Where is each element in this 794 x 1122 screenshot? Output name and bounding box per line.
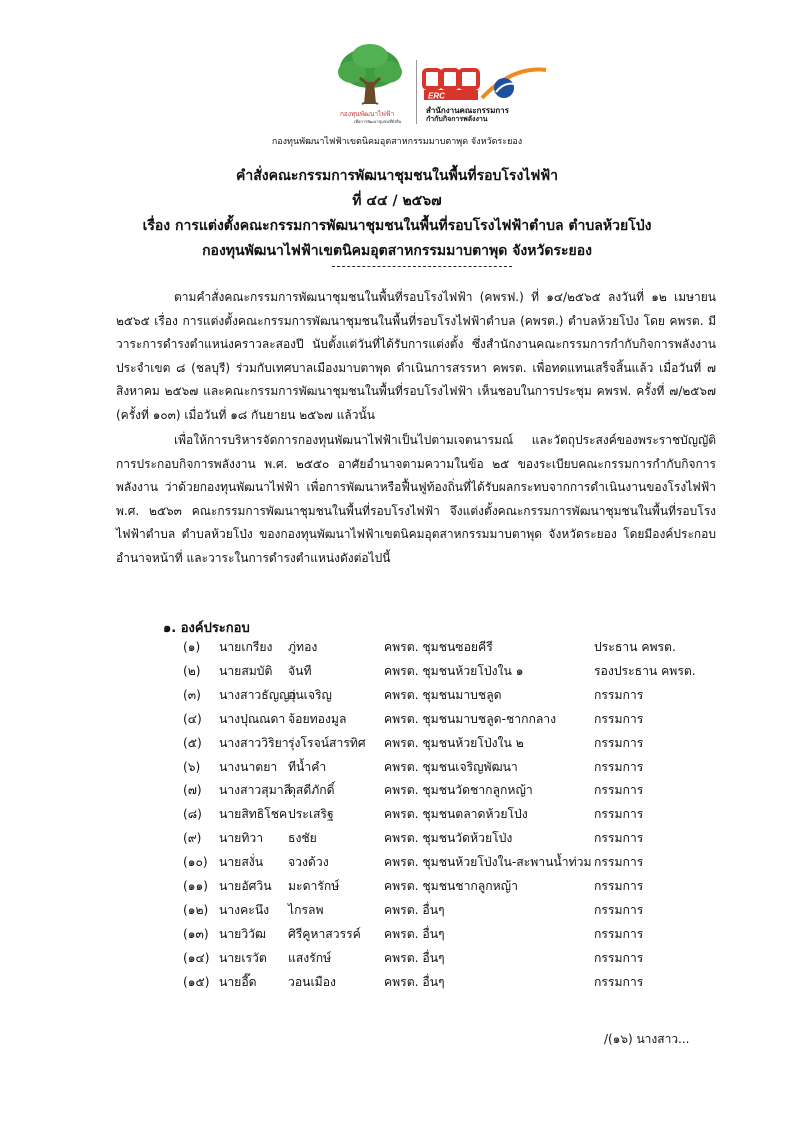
- order-title: คำสั่งคณะกรรมการพัฒนาชุมชนในพื้นที่รอบโรงไฟฟ้า: [235, 168, 559, 184]
- member-last-name: ศิรีคูหาสวรรค์: [288, 926, 361, 941]
- erc-org-name-line1: สำนักงานคณะกรรมการ: [426, 106, 509, 115]
- member-role: กรรมการ: [594, 926, 644, 941]
- member-row: [183, 686, 743, 709]
- member-last-name: ดุสดีภักดิ์: [288, 783, 335, 798]
- member-role: กรรมการ: [594, 855, 644, 870]
- member-role: กรรมการ: [594, 831, 644, 846]
- member-role: กรรมการ: [594, 807, 644, 822]
- member-first-name: นายทิวา: [219, 831, 264, 846]
- member-first-name: นายสมบัติ: [219, 663, 273, 678]
- member-first-name: นายเกรียง: [219, 640, 273, 654]
- member-row: [183, 853, 743, 876]
- header-logos: [330, 42, 560, 128]
- title-separator: [332, 266, 512, 267]
- paragraph-authority: เพื่อให้การบริหารจัดการกองทุนพัฒนาไฟฟ้าเป็นไปตามเจตนารมณ์ และวัตถุประสงค์ของพระราชบัญญัติการประกอบกิจการพลังงาน พ.ศ. ๒๕๕๐ อาศัยอำนาจตามความในข้อ ๒๕ ของระเบียบคณะกรรมการกำกับกิจการพลังงาน ว่าด้วยกองทุนพัฒนาไฟฟ้า เพื่อการพัฒนาหรือฟื้นฟูท้องถิ่นที่ได้รับผลกระทบจากการดำเนินงานของโรงไฟฟ้า พ.ศ. ๒๕๖๓ คณะกรรมการพัฒนาชุมชนในพื้นที่รอบโรงไฟฟ้า จึงแต่งตั้งคณะกรรมการพัฒนาชุมชนในพื้นที่รอบโรงไฟฟ้าตำบล ตำบลห้วยโป่ง ของกองทุนพัฒนาไฟฟ้าเขตนิคมอุตสาหกรรมมาบตาพุด จังหวัดระยอง โดยมีองค์ประกอบ อำนาจหน้าที่ และวาระในการดำรงตำแหน่งดังต่อไปนี้: [116, 433, 716, 565]
- member-last-name: ประเสริฐ: [288, 807, 334, 822]
- member-row: [183, 638, 743, 661]
- member-number: (๓): [183, 687, 201, 702]
- member-committee: คพรต. อื่นๆ: [384, 902, 445, 917]
- member-row: [183, 949, 743, 972]
- order-subject-line2: กองทุนพัฒนาไฟฟ้าเขตนิคมอุตสาหกรรมมาบตาพุด จังหวัดระยอง: [202, 243, 592, 259]
- member-role: กรรมการ: [594, 950, 644, 965]
- member-row: [183, 758, 743, 781]
- member-number: (๕): [183, 735, 202, 750]
- svg-text:ERC: ERC: [428, 91, 445, 101]
- member-role: กรรมการ: [594, 759, 644, 774]
- member-last-name: ธงชัย: [288, 831, 317, 846]
- member-first-name: นางสาววิริยา: [219, 735, 289, 750]
- member-row: [183, 805, 743, 828]
- member-row: [183, 734, 743, 757]
- member-committee: คพรต. ชุมชนเจริญพัฒนา: [384, 759, 518, 774]
- member-first-name: นางคะนึง: [219, 902, 270, 917]
- member-role: กรรมการ: [594, 711, 644, 726]
- member-first-name: นางสาวธัญญา: [219, 687, 297, 702]
- order-subject-line1: เรื่อง การแต่งตั้งคณะกรรมการพัฒนาชุมชนในพื้นที่รอบโรงไฟฟ้าตำบล ตำบลห้วยโป่ง: [142, 218, 652, 234]
- member-number: (๑๑): [183, 879, 208, 893]
- member-committee: คพรต. ชุมชนตลาดห้วยโป่ง: [384, 807, 528, 822]
- member-first-name: นายสิทธิโชค: [219, 807, 288, 822]
- member-number: (๙): [183, 831, 202, 846]
- member-first-name: นายเรวัต: [219, 950, 267, 965]
- member-committee: คพรต. อื่นๆ: [384, 950, 445, 965]
- member-committee: คพรต. ชุมชนวัดห้วยโป่ง: [384, 831, 513, 846]
- member-last-name: แสงรักษ์: [288, 950, 332, 965]
- logo-divider: [416, 60, 417, 124]
- tree-logo-subcaption: เพื่อการพัฒนาชุมชนที่ยั่งยืน: [354, 119, 402, 124]
- member-committee: คพรต. ชุมชนวัดชากลูกหญ้า: [384, 783, 533, 798]
- member-role: กรรมการ: [594, 783, 644, 798]
- member-committee: คพรต. ชุมชนชากลูกหญ้า: [384, 879, 518, 893]
- member-row: [183, 973, 743, 996]
- member-last-name: จันที: [288, 663, 312, 678]
- member-first-name: นายวิวัฒ: [219, 926, 267, 941]
- member-role: รองประธาน คพรต.: [594, 663, 696, 678]
- member-number: (๒): [183, 663, 201, 678]
- paragraph-background: ตามคำสั่งคณะกรรมการพัฒนาชุมชนในพื้นที่รอบโรงไฟฟ้า (คพรฟ.) ที่ ๑๔/๒๕๖๕ ลงวันที่ ๑๒ เมษายน ๒๕๖๕ เรื่อง การแต่งตั้งคณะกรรมการพัฒนาชุมชนในพื้นที่รอบโรงไฟฟ้าตำบล (คพรต.) ตำบลห้วยโป่ง โดย คพรต. มีวาระการดำรงตำแหน่งคราวละสองปี นับตั้งแต่วันที่ได้รับการแต่งตั้ง ซึ่งสำนักงานคณะกรรมการกำกับกิจการพลังงาน ประจำเขต ๘ (ชลบุรี) ร่วมกับเทศบาลเมืองมาบตาพุด ดำเนินการสรรหา คพรต. เพื่อทดแทนเสร็จสิ้นแล้ว เมื่อวันที่ ๗ สิงหาคม ๒๕๖๗ และคณะกรรมการพัฒนาชุมชนในพื้นที่รอบโรงไฟฟ้า เห็นชอบในการประชุม คพรฟ. ครั้งที่ ๗/๒๕๖๗ (ครั้งที่ ๑๐๓) เมื่อวันที่ ๑๘ กันยายน ๒๕๖๗ แล้วนั้น: [116, 290, 716, 422]
- order-number: ที่ ๔๔ / ๒๕๖๗: [352, 193, 442, 209]
- member-number: (๗): [183, 783, 202, 798]
- member-number: (๔): [183, 711, 202, 726]
- member-last-name: มะดารักษ์: [288, 879, 340, 893]
- member-role: ประธาน คพรต.: [594, 640, 676, 654]
- member-committee: คพรต. ชุมชนซอยคีรี: [384, 640, 493, 654]
- member-number: (๖): [183, 759, 201, 774]
- member-row: [183, 662, 743, 685]
- member-committee: คพรต. ชุมชนมาบชลูด: [384, 687, 502, 702]
- member-first-name: นายอัศวิน: [219, 879, 272, 893]
- member-first-name: นายอี๊ด: [219, 974, 257, 989]
- member-number: (๑๔): [183, 950, 210, 965]
- tree-logo-caption: กองทุนพัฒนาไฟฟ้า: [340, 110, 395, 118]
- erc-org-name-line2: กำกับกิจการพลังงาน: [426, 115, 488, 123]
- continuation-note: /(๑๖) นางสาว...: [604, 1032, 690, 1046]
- member-row: [183, 877, 743, 900]
- member-number: (๑๒): [183, 902, 209, 917]
- member-number: (๑๓): [183, 926, 209, 941]
- member-last-name: จวงด้วง: [288, 855, 329, 870]
- member-last-name: อุ่นเจริญ: [288, 687, 332, 702]
- member-committee: คพรต. ชุมชนมาบชลูด-ชากกลาง: [384, 711, 557, 726]
- member-number: (๑): [183, 640, 201, 654]
- member-committee: คพรต. ชุมชนห้วยโป่งใน ๑: [384, 663, 524, 678]
- member-row: [183, 925, 743, 948]
- member-number: (๘): [183, 807, 202, 822]
- member-first-name: นางสาวสุมาลี: [219, 783, 292, 798]
- member-first-name: นางนาตยา: [219, 759, 278, 774]
- member-last-name: วอนเมือง: [288, 974, 336, 989]
- member-last-name: ภู่ทอง: [288, 640, 318, 654]
- member-role: กรรมการ: [594, 687, 644, 702]
- member-number: (๑๕): [183, 974, 210, 989]
- section-heading-composition: ๑. องค์ประกอบ: [163, 621, 250, 636]
- member-committee: คพรต. อื่นๆ: [384, 926, 445, 941]
- member-first-name: นางปุณณดา: [219, 711, 286, 726]
- member-last-name: รุ่งโรจน์สารทิศ: [288, 735, 366, 750]
- member-last-name: ไกรลพ: [288, 902, 324, 917]
- tree-icon: [330, 42, 410, 108]
- member-committee: คพรต. ชุมชนห้วยโป่งใน-สะพานน้ำท่วม: [384, 855, 592, 870]
- tree-logo: [330, 42, 410, 128]
- erc-logo-icon: [422, 64, 552, 104]
- member-first-name: นายสงั่น: [219, 855, 264, 870]
- member-role: กรรมการ: [594, 879, 644, 893]
- member-number: (๑๐): [183, 855, 208, 870]
- member-last-name: จ้อยทองมูล: [288, 711, 347, 726]
- member-role: กรรมการ: [594, 902, 644, 917]
- member-row: [183, 829, 743, 852]
- member-committee: คพรต. ชุมชนห้วยโป่งใน ๒: [384, 735, 524, 750]
- member-role: กรรมการ: [594, 735, 644, 750]
- member-last-name: ทีน้ำคำ: [288, 759, 327, 774]
- member-role: กรรมการ: [594, 974, 644, 989]
- member-row: [183, 710, 743, 733]
- fund-caption: กองทุนพัฒนาไฟฟ้าเขตนิคมอุตสาหกรรมมาบตาพุด จังหวัดระยอง: [271, 137, 523, 147]
- member-row: [183, 781, 743, 804]
- member-row: [183, 901, 743, 924]
- member-committee: คพรต. อื่นๆ: [384, 974, 445, 989]
